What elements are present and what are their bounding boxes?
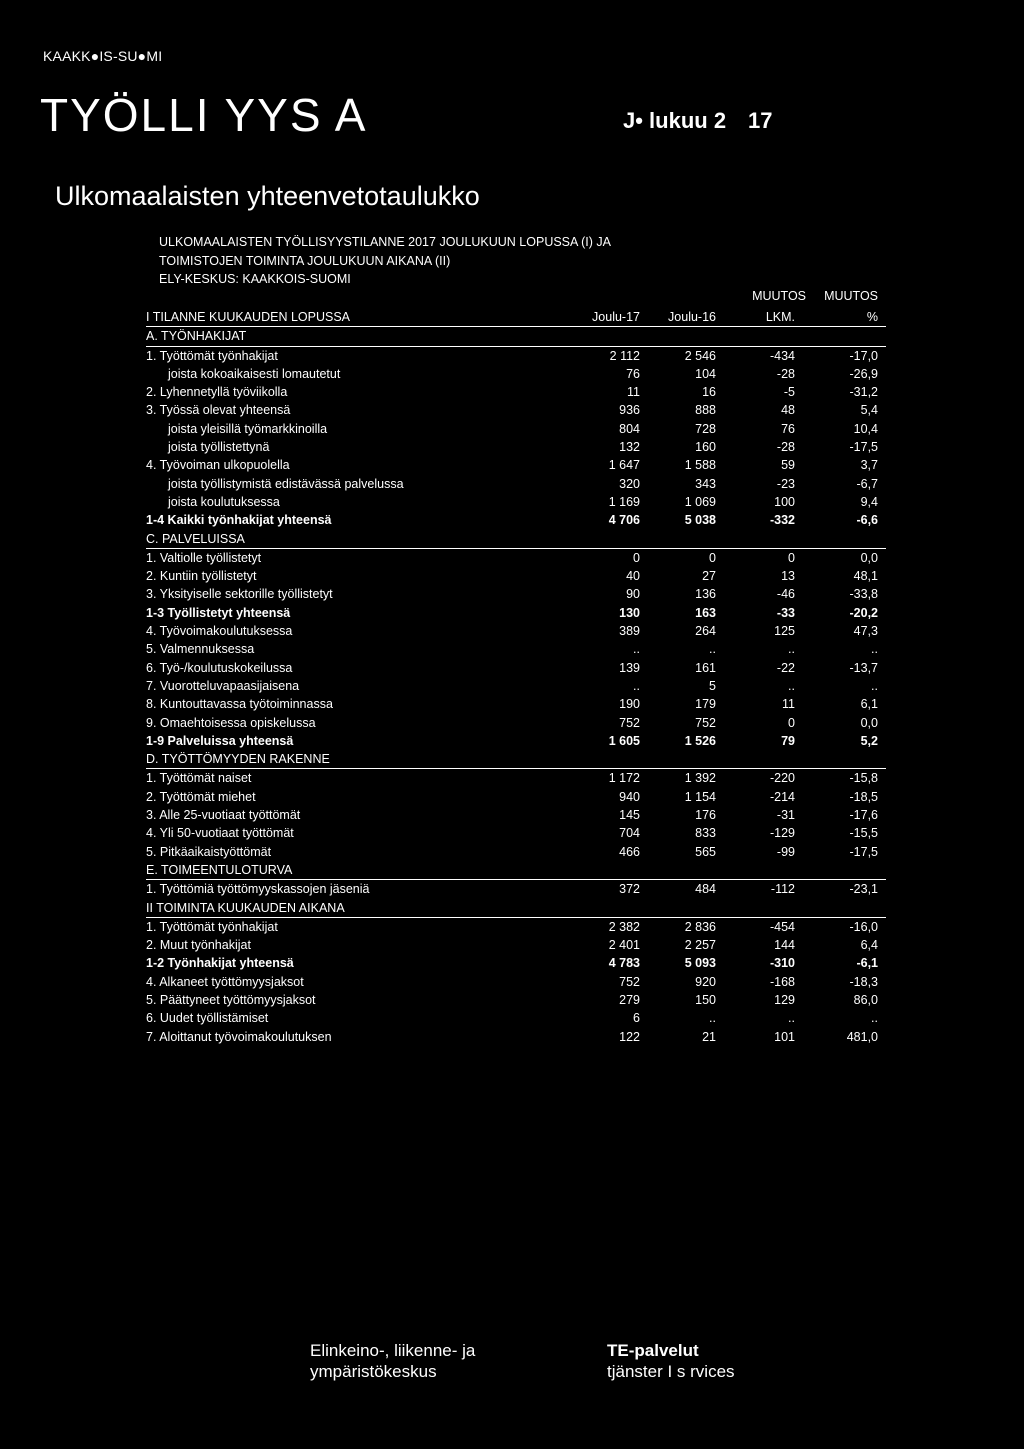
value-change-percent: 481,0 — [846, 1029, 878, 1044]
value-joulu-17: 2 401 — [608, 938, 640, 953]
section-heading-label: D. TYÖTTÖMYYDEN RAKENNE — [146, 752, 330, 767]
value-joulu-17: 76 — [626, 366, 640, 381]
table-row — [146, 806, 886, 824]
row-label: 3. Alle 25-vuotiaat työttömät — [146, 808, 301, 823]
section-heading — [146, 530, 886, 549]
column-header-percent: % — [866, 310, 878, 324]
value-change-percent: -6,7 — [856, 476, 878, 491]
table-row — [146, 567, 886, 585]
section-heading — [146, 899, 886, 918]
value-joulu-17: 139 — [619, 660, 640, 675]
value-change-percent: -20,2 — [849, 605, 878, 620]
value-joulu-16: 484 — [695, 882, 716, 897]
table-row — [146, 769, 886, 787]
row-label: 1-9 Palveluissa yhteensä — [146, 733, 294, 748]
value-change-percent: -26,9 — [849, 366, 878, 381]
ely-line-1: Elinkeino-, liikenne- ja — [310, 1341, 476, 1360]
row-label: 1. Työttömät naiset — [146, 771, 252, 786]
table-row — [146, 991, 886, 1009]
value-change-percent: 6,1 — [860, 697, 878, 712]
value-change-percent: -33,8 — [849, 587, 878, 602]
value-change-percent: 0,0 — [860, 715, 878, 730]
value-joulu-17: 1 605 — [608, 733, 640, 748]
value-change-percent: -16,0 — [849, 919, 878, 934]
row-label: 1. Työttömät työnhakijat — [146, 919, 278, 934]
table-row — [146, 824, 886, 842]
value-change-percent: -17,5 — [849, 440, 878, 455]
value-change-percent: -15,8 — [849, 771, 878, 786]
row-label: 6. Työ-/koulutuskokeilussa — [146, 660, 293, 675]
value-joulu-16: 27 — [702, 569, 716, 584]
value-joulu-16: 161 — [695, 660, 716, 675]
value-joulu-17: 804 — [619, 421, 640, 436]
row-label: 6. Uudet työllistämiset — [146, 1011, 269, 1026]
value-joulu-16: 179 — [695, 697, 716, 712]
value-change-percent: 47,3 — [853, 624, 878, 639]
te-line-1: TE-palvelut — [607, 1341, 699, 1360]
row-label: 5. Pitkäaikaistyöttömät — [146, 844, 272, 859]
value-joulu-17: 0 — [633, 550, 640, 565]
value-joulu-17: 279 — [619, 992, 640, 1007]
row-label: 3. Yksityiselle sektorille työllistetyt — [146, 587, 333, 602]
row-label: 2. Lyhennetyllä työviikolla — [146, 385, 288, 400]
value-joulu-17: 2 382 — [608, 919, 640, 934]
value-change-lkm: -23 — [776, 476, 795, 491]
column-header-lkm: LKM. — [765, 310, 795, 324]
value-change-lkm: -434 — [769, 348, 795, 363]
value-joulu-17: 372 — [619, 882, 640, 897]
value-change-percent: -17,0 — [849, 348, 878, 363]
value-change-percent: 0,0 — [860, 550, 878, 565]
value-change-lkm: 76 — [781, 421, 795, 436]
value-change-percent: 6,4 — [860, 938, 878, 953]
value-change-lkm: .. — [788, 642, 795, 657]
table-row — [146, 714, 886, 732]
table-total-row — [146, 732, 886, 750]
value-joulu-17: 132 — [619, 440, 640, 455]
value-change-lkm: -112 — [770, 882, 795, 897]
value-joulu-16: 136 — [695, 587, 716, 602]
value-joulu-17: 4 783 — [608, 956, 640, 971]
value-joulu-16: 2 836 — [684, 919, 716, 934]
value-joulu-16: 176 — [695, 808, 716, 823]
value-joulu-17: 704 — [619, 826, 640, 841]
table-row — [146, 456, 886, 474]
row-label: 4. Yli 50-vuotiaat työttömät — [146, 826, 294, 841]
value-joulu-16: 5 093 — [684, 956, 716, 971]
value-change-lkm: -31 — [776, 808, 795, 823]
value-change-percent: 5,4 — [860, 403, 878, 418]
table-total-row — [146, 954, 886, 972]
value-change-percent: -18,3 — [849, 974, 878, 989]
value-joulu-17: 1 172 — [608, 771, 640, 786]
table-row — [146, 695, 886, 713]
table-row — [146, 880, 886, 898]
value-joulu-16: 5 038 — [684, 513, 716, 528]
value-joulu-16: 728 — [695, 421, 716, 436]
value-change-percent: -23,1 — [849, 882, 878, 897]
column-header-muutos-pct: MUUTOS — [824, 289, 878, 303]
section-heading — [146, 861, 886, 880]
value-joulu-16: 150 — [695, 992, 716, 1007]
column-header-joulu-17: Joulu-17 — [592, 310, 640, 324]
section-label-i: I TILANNE KUUKAUDEN LOPUSSA — [146, 310, 350, 324]
table-row — [146, 936, 886, 954]
value-joulu-16: 565 — [695, 844, 716, 859]
table-total-row — [146, 511, 886, 529]
section-heading-label: II TOIMINTA KUUKAUDEN AIKANA — [146, 900, 345, 915]
table-row — [146, 1009, 886, 1027]
section-heading — [146, 750, 886, 769]
value-joulu-16: 264 — [695, 624, 716, 639]
section-heading-label: E. TOIMEENTULOTURVA — [146, 862, 293, 877]
statistics-table — [146, 308, 886, 1046]
value-joulu-16: 752 — [695, 715, 716, 730]
row-label: 2. Muut työnhakijat — [146, 938, 251, 953]
value-change-lkm: 48 — [781, 403, 795, 418]
value-joulu-17: 40 — [626, 569, 640, 584]
header-line: TOIMISTOJEN TOIMINTA JOULUKUUN AIKANA (II) — [159, 253, 451, 268]
row-label: 7. Aloittanut työvoimakoulutuksen — [146, 1029, 332, 1044]
value-joulu-17: 1 647 — [608, 458, 640, 473]
ely-logo-text — [310, 1340, 475, 1382]
value-joulu-16: 833 — [695, 826, 716, 841]
value-joulu-16: 1 154 — [684, 789, 716, 804]
document-subtitle: Ulkomaalaisten yhteenvetotaulukko — [55, 181, 480, 211]
value-change-percent: -6,1 — [856, 956, 878, 971]
value-joulu-17: 752 — [619, 974, 640, 989]
value-joulu-16: 160 — [695, 440, 716, 455]
value-joulu-17: 130 — [619, 605, 640, 620]
value-change-percent: .. — [871, 678, 878, 693]
header-line: ULKOMAALAISTEN TYÖLLISYYSTILANNE 2017 JOULUKUUN LOPUSSA (I) JA — [159, 235, 612, 249]
value-joulu-17: 940 — [619, 789, 640, 804]
value-joulu-16: 2 257 — [684, 938, 716, 953]
row-label: joista työllistettynä — [168, 440, 270, 455]
row-label: 1. Valtiolle työllistetyt — [146, 550, 262, 565]
table-row — [146, 585, 886, 603]
table-row — [146, 640, 886, 658]
row-label: 7. Vuorotteluvapaasijaisena — [146, 678, 300, 693]
table-header-block — [159, 233, 611, 289]
row-label: 5. Päättyneet työttömyysjaksot — [146, 992, 316, 1007]
value-change-percent: -31,2 — [849, 385, 878, 400]
value-change-lkm: 59 — [781, 458, 795, 473]
value-joulu-17: 4 706 — [608, 513, 640, 528]
value-change-lkm: -129 — [769, 826, 795, 841]
row-label: joista yleisillä työmarkkinoilla — [168, 421, 328, 436]
page-title: TYÖLLI YYS A — [40, 89, 368, 141]
value-joulu-17: 6 — [633, 1011, 640, 1026]
table-row — [146, 973, 886, 991]
row-label: 9. Omaehtoisessa opiskelussa — [146, 715, 316, 730]
table-row — [146, 677, 886, 695]
table-row — [146, 347, 886, 365]
row-label: 1-2 Työnhakijat yhteensä — [146, 956, 294, 971]
value-joulu-17: 389 — [619, 624, 640, 639]
row-label: joista koulutuksessa — [168, 494, 280, 509]
value-change-lkm: -454 — [769, 919, 795, 934]
value-change-lkm: 125 — [774, 624, 795, 639]
value-joulu-17: .. — [633, 678, 640, 693]
value-change-lkm: -220 — [769, 771, 795, 786]
value-joulu-16: 1 588 — [684, 458, 716, 473]
column-header-muutos-lkm: MUUTOS — [752, 289, 806, 303]
value-change-lkm: -332 — [769, 513, 795, 528]
table-row — [146, 918, 886, 936]
value-joulu-17: 1 169 — [608, 494, 640, 509]
value-change-lkm: -33 — [776, 605, 795, 620]
section-heading-label: C. PALVELUISSA — [146, 531, 245, 546]
value-change-percent: 3,7 — [860, 458, 878, 473]
value-joulu-17: 145 — [619, 808, 640, 823]
table-column-header-row — [146, 308, 886, 327]
section-heading-label: A. TYÖNHAKIJAT — [146, 329, 247, 344]
table-row — [146, 659, 886, 677]
value-change-lkm: -310 — [769, 956, 795, 971]
column-header-joulu-16: Joulu-16 — [668, 310, 716, 324]
row-label: 4. Työvoimakoulutuksessa — [146, 624, 293, 639]
value-change-percent: -6,6 — [856, 513, 878, 528]
value-joulu-16: 1 069 — [684, 494, 716, 509]
value-change-lkm: 129 — [774, 992, 795, 1007]
value-joulu-17: 122 — [619, 1029, 640, 1044]
row-label: 4. Alkaneet työttömyysjaksot — [146, 974, 304, 989]
te-palvelut-logo-text — [607, 1340, 735, 1382]
table-row — [146, 788, 886, 806]
report-period: J• lukuu 2 17 — [623, 108, 773, 133]
value-change-percent: .. — [871, 1011, 878, 1026]
value-joulu-16: 920 — [695, 974, 716, 989]
row-label: 2. Työttömät miehet — [146, 789, 256, 804]
value-change-percent: 9,4 — [860, 494, 878, 509]
region-label: KAAKK●IS-SU●MI — [43, 48, 163, 64]
value-change-lkm: 101 — [774, 1029, 795, 1044]
value-joulu-16: 21 — [702, 1029, 716, 1044]
value-change-lkm: -28 — [776, 440, 795, 455]
value-joulu-17: 190 — [619, 697, 640, 712]
value-joulu-17: 2 112 — [609, 348, 640, 363]
value-joulu-16: .. — [709, 1011, 716, 1026]
value-change-lkm: 0 — [788, 715, 795, 730]
table-row — [146, 475, 886, 493]
row-label: 5. Valmennuksessa — [146, 642, 255, 657]
value-joulu-16: 16 — [702, 385, 716, 400]
value-joulu-16: 5 — [709, 678, 716, 693]
table-row — [146, 420, 886, 438]
value-change-percent: -15,5 — [849, 826, 878, 841]
header-line: ELY-KESKUS: KAAKKOIS-SUOMI — [159, 272, 351, 286]
value-joulu-16: 0 — [709, 550, 716, 565]
table-row — [146, 401, 886, 419]
value-joulu-16: .. — [709, 642, 716, 657]
table-row — [146, 383, 886, 401]
value-change-lkm: 13 — [781, 569, 795, 584]
value-joulu-16: 163 — [695, 605, 716, 620]
row-label: 3. Työssä olevat yhteensä — [146, 403, 291, 418]
value-joulu-17: 90 — [626, 587, 640, 602]
value-change-percent: -17,6 — [849, 808, 878, 823]
value-joulu-16: 888 — [695, 403, 716, 418]
table-row — [146, 843, 886, 861]
row-label: joista työllistymistä edistävässä palvelussa — [168, 476, 404, 491]
row-label: 8. Kuntouttavassa työtoiminnassa — [146, 697, 333, 712]
value-change-percent: 48,1 — [853, 569, 878, 584]
value-change-lkm: 144 — [774, 938, 795, 953]
value-change-lkm: -5 — [783, 385, 795, 400]
value-joulu-17: 466 — [619, 844, 640, 859]
row-label: 1. Työttömiä työttömyyskassojen jäseniä — [146, 882, 370, 897]
value-change-lkm: 100 — [774, 494, 795, 509]
value-change-percent: 10,4 — [853, 421, 878, 436]
value-joulu-16: 343 — [695, 476, 716, 491]
row-label: 2. Kuntiin työllistetyt — [146, 569, 257, 584]
row-label: 1. Työttömät työnhakijat — [146, 348, 278, 363]
table-row — [146, 365, 886, 383]
table-total-row — [146, 604, 886, 622]
row-label: 1-4 Kaikki työnhakijat yhteensä — [146, 513, 332, 528]
value-joulu-17: 752 — [619, 715, 640, 730]
table-row — [146, 1028, 886, 1046]
value-joulu-17: 11 — [627, 385, 640, 400]
value-change-lkm: -214 — [769, 789, 795, 804]
table-row — [146, 438, 886, 456]
value-change-lkm: -168 — [769, 974, 795, 989]
ely-line-2: ympäristökeskus — [310, 1362, 437, 1381]
value-joulu-16: 1 526 — [684, 733, 716, 748]
value-change-lkm: .. — [788, 678, 795, 693]
value-change-percent: 5,2 — [860, 733, 878, 748]
value-joulu-17: 936 — [619, 403, 640, 418]
value-change-lkm: -28 — [776, 366, 795, 381]
value-change-lkm: .. — [788, 1011, 795, 1026]
value-change-percent: -13,7 — [849, 660, 878, 675]
value-change-lkm: 0 — [788, 550, 795, 565]
value-joulu-17: 320 — [619, 476, 640, 491]
section-heading — [146, 327, 886, 346]
value-change-lkm: -99 — [776, 844, 795, 859]
row-label: joista kokoaikaisesti lomautetut — [168, 366, 341, 381]
table-row — [146, 493, 886, 511]
value-change-lkm: -22 — [776, 660, 795, 675]
table-row — [146, 549, 886, 567]
value-change-lkm: 79 — [781, 733, 795, 748]
value-joulu-16: 1 392 — [684, 771, 716, 786]
value-change-percent: 86,0 — [853, 992, 878, 1007]
value-change-percent: -17,5 — [849, 844, 878, 859]
te-line-2: tjänster I s rvices — [607, 1362, 735, 1381]
row-label: 4. Työvoiman ulkopuolella — [146, 458, 290, 473]
value-joulu-16: 104 — [695, 366, 716, 381]
row-label: 1-3 Työllistetyt yhteensä — [146, 605, 291, 620]
value-change-lkm: -46 — [776, 587, 795, 602]
value-change-lkm: 11 — [782, 697, 795, 712]
value-change-percent: .. — [871, 642, 878, 657]
table-row — [146, 622, 886, 640]
value-joulu-16: 2 546 — [684, 348, 716, 363]
value-joulu-17: .. — [633, 642, 640, 657]
value-change-percent: -18,5 — [849, 789, 878, 804]
